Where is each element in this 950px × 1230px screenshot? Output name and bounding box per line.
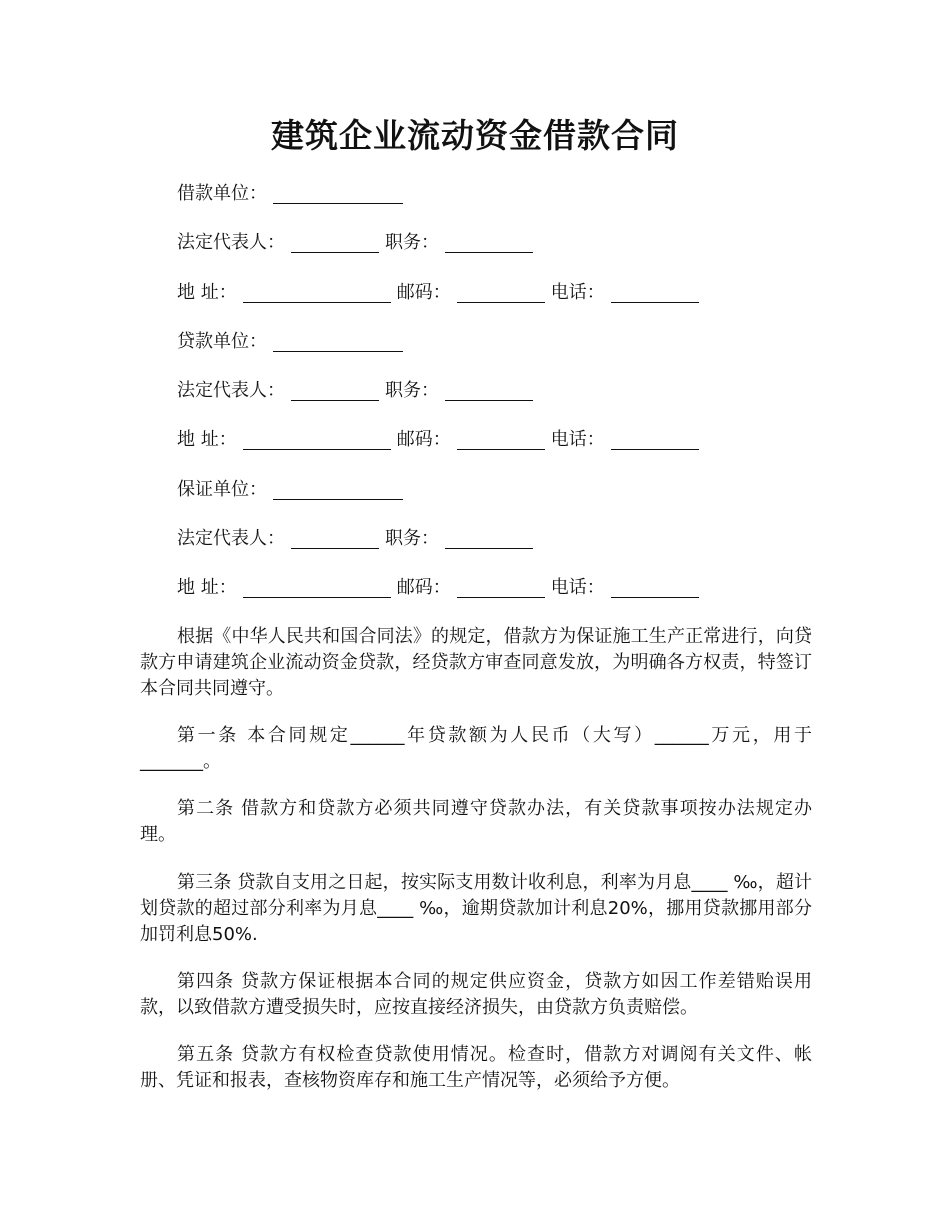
lender-position-blank: [445, 380, 533, 401]
borrower-position-blank: [445, 232, 533, 253]
lender-phone-label: 电话：: [550, 429, 605, 450]
guarantor-position-label: 职务：: [385, 528, 439, 549]
lender-rep-row: [177, 378, 539, 404]
lender-unit-row: [177, 329, 409, 355]
guarantor-address-label: 地 址：: [177, 577, 237, 598]
borrower-unit-label: 借款单位：: [177, 183, 267, 204]
borrower-address-label: 地 址：: [177, 282, 237, 303]
guarantor-legal-rep-blank: [291, 528, 379, 549]
document-title: 建筑企业流动资金借款合同: [271, 116, 679, 155]
article-4-paragraph: 第四条 贷款方保证根据本合同的规定供应资金，贷款方如因工作差错贻误用款，以致借款方遭受损失时，应按直接经济损失，由贷款方负责赔偿。: [140, 971, 812, 1018]
guarantor-address-row: [177, 575, 705, 601]
guarantor-postcode-label: 邮码：: [396, 577, 451, 598]
preamble-paragraph: 根据《中华人民共和国合同法》的规定，借款方为保证施工生产正常进行，向贷款方申请建筑企业流动资金贷款，经贷款方审查同意发放，为明确各方权责，特签订本合同共同遵守。: [140, 626, 812, 699]
guarantor-phone-blank: [611, 577, 699, 598]
lender-legal-rep-label: 法定代表人：: [177, 380, 285, 401]
lender-address-label: 地 址：: [177, 429, 237, 450]
lender-phone-blank: [611, 429, 699, 450]
article-1-paragraph: 第一条 本合同规定______年贷款额为人民币（大写）______万元，用于_______。: [140, 725, 812, 772]
lender-postcode-label: 邮码：: [396, 429, 451, 450]
article-2-paragraph: 第二条 借款方和贷款方必须共同遵守贷款办法，有关贷款事项按办法规定办理。: [140, 798, 812, 845]
lender-unit-blank: [273, 331, 403, 352]
borrower-phone-label: 电话：: [550, 282, 605, 303]
lender-postcode-blank: [457, 429, 545, 450]
lender-position-label: 职务：: [385, 380, 439, 401]
borrower-unit-blank: [273, 183, 403, 204]
borrower-postcode-label: 邮码：: [396, 282, 451, 303]
guarantor-unit-label: 保证单位：: [177, 479, 267, 500]
borrower-rep-row: [177, 230, 539, 256]
lender-legal-rep-blank: [291, 380, 379, 401]
guarantor-legal-rep-label: 法定代表人：: [177, 528, 285, 549]
borrower-unit-row: [177, 181, 409, 207]
guarantor-postcode-blank: [457, 577, 545, 598]
borrower-position-label: 职务：: [385, 232, 439, 253]
guarantor-unit-blank: [273, 479, 403, 500]
guarantor-unit-row: [177, 477, 409, 503]
borrower-legal-rep-label: 法定代表人：: [177, 232, 285, 253]
guarantor-position-blank: [445, 528, 533, 549]
lender-address-blank: [243, 429, 391, 450]
borrower-legal-rep-blank: [291, 232, 379, 253]
borrower-postcode-blank: [457, 282, 545, 303]
guarantor-rep-row: [177, 526, 539, 552]
lender-unit-label: 贷款单位：: [177, 331, 267, 352]
guarantor-address-blank: [243, 577, 391, 598]
article-5-paragraph: 第五条 贷款方有权检查贷款使用情况。检查时，借款方对调阅有关文件、帐册、凭证和报表，查核物资库存和施工生产情况等，必须给予方便。: [140, 1044, 812, 1091]
lender-address-row: [177, 427, 705, 453]
borrower-phone-blank: [611, 282, 699, 303]
article-3-paragraph: 第三条 贷款自支用之日起，按实际支用数计收利息，利率为月息____ ‰，超计划贷款的超过部分利率为月息____ ‰，逾期贷款加计利息20%，挪用贷款挪用部分加罚利息50%.: [140, 872, 812, 945]
borrower-address-row: [177, 280, 705, 306]
borrower-address-blank: [243, 282, 391, 303]
guarantor-phone-label: 电话：: [550, 577, 605, 598]
